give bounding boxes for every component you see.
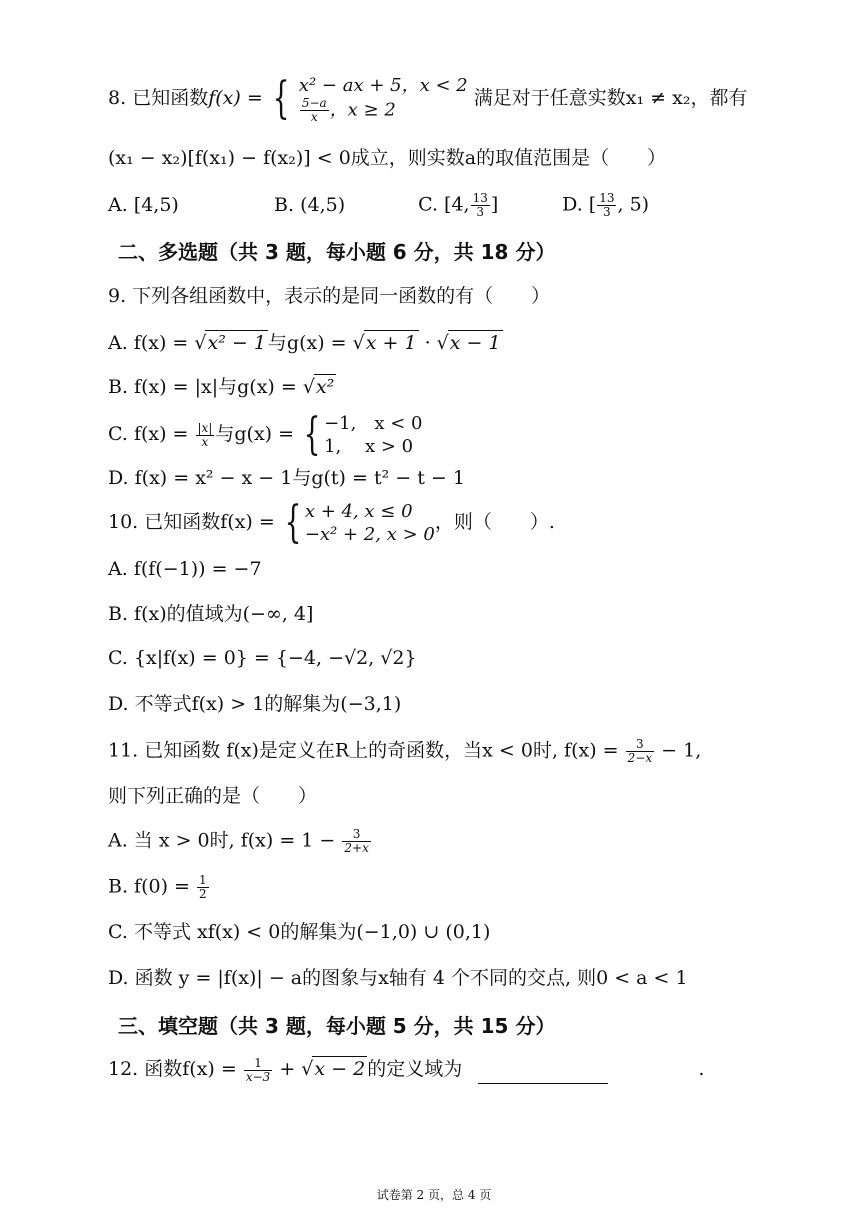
q12-post: 的定义域为 (367, 1058, 463, 1080)
q8-option-c-pre: C. [4, (418, 193, 470, 216)
q11-b-pre: B. f(0) = (108, 875, 196, 898)
q11-line2: 则下列正确的是（ ） (108, 785, 318, 807)
q9-a-pre: A. f(x) = (108, 332, 195, 354)
q9-c-case2: 1, x > 0 (324, 436, 414, 457)
q10-case2: −x² + 2, x > 0 (304, 524, 435, 545)
q11-pre: 11. 已知函数 f(x)是定义在R上的奇函数，当x < 0时, f(x) = (108, 739, 625, 762)
page-footer: 试卷第 2 页，总 4 页 (376, 1188, 492, 1202)
q8-case2-tail: ，x ≥ 2 (329, 99, 396, 121)
q8-case1: x² − ax + 5，x < 2 (298, 75, 468, 96)
q10-option-d: D. 不等式f(x) > 1的解集为(−3,1) (108, 693, 402, 715)
q11-option-b (108, 874, 210, 901)
q9-option-b: B. f(x) = |x|与g(x) = √x² (108, 376, 335, 398)
q10-option-b: B. f(x)的值域为(−∞, 4] (108, 603, 314, 625)
q12-rad: x − 2 (314, 1058, 366, 1080)
q11-a-num: 3 (342, 828, 370, 842)
q9-option-a: A. f(x) = √x² − 1 与g(x) = √x + 1 · √x − 1 (108, 332, 501, 354)
q11-post: − 1, (655, 739, 702, 762)
q9-stem: 9. 下列各组函数中，表示的是同一函数的有（ ） (108, 285, 551, 307)
q9-c-pre: C. f(x) = (108, 423, 195, 445)
q9-a-rad3: x − 1 (449, 332, 501, 354)
q10-case1: x + 4, x ≤ 0 (304, 501, 413, 522)
q11-a-pre: A. 当 x > 0时, f(x) = 1 − (108, 829, 342, 852)
section-3-heading: 三、填空题（共 3 题，每小题 5 分，共 15 分） (118, 1014, 556, 1038)
q11-a-den: 2+x (344, 841, 369, 855)
q9-a-mid: 与g(x) = (267, 332, 353, 354)
q11-num: 3 (626, 738, 654, 752)
q9-b-rad: x² (315, 376, 335, 398)
q8-case2-den: x (310, 110, 318, 124)
q8-option-b: B. (4,5) (274, 193, 346, 216)
q8-number: 8. (108, 87, 127, 109)
q8-option-d-den: 3 (603, 205, 611, 219)
q12-mid: + (273, 1058, 302, 1080)
q8-tail: 满足对于任意实数x₁ ≠ x₂，都有 (473, 87, 748, 109)
q8-func: f(x) = (208, 87, 263, 109)
q8-option-c (418, 192, 556, 219)
q10-pre: 10. 已知函数f(x) = (108, 511, 281, 533)
section-2-heading: 二、多选题（共 3 题，每小题 6 分，共 18 分） (118, 240, 556, 264)
q8-line2: (x₁ − x₂)[f(x₁) − f(x₂)] < 0成立，则实数a的取值范围是（ ） (108, 147, 667, 169)
q11-option-d: D. 函数 y = |f(x)| − a的图象与x轴有 4 个不同的交点, 则0 < a < 1 (108, 967, 688, 989)
q10-brace: { (284, 497, 302, 548)
q12-den: x−3 (245, 1069, 271, 1084)
q8-option-a: A. [4,5) (108, 193, 179, 216)
q8-option-d (562, 192, 649, 219)
q11-b-num: 1 (199, 873, 207, 887)
q8-cases (299, 74, 468, 124)
q11-option-a (108, 828, 372, 855)
q9-option-c (108, 409, 423, 460)
q11-b-den: 2 (199, 887, 207, 901)
q9-a-rad1: x² − 1 (207, 332, 266, 354)
q8-option-d-num: 13 (599, 191, 615, 205)
q9-b-pre: B. f(x) = |x|与g(x) = (108, 376, 303, 398)
q10-option-c: C. {x|f(x) = 0} = {−4, −√2, √2} (108, 647, 417, 669)
q10-post: ，则（ ）. (434, 511, 555, 533)
q12-stem: 12. 函数f(x) = $\frac{1}{x-3}$ + √x − 2 的定义域为 . (108, 1055, 705, 1084)
q11-option-c: C. 不等式 xf(x) < 0的解集为(−1,0) ∪ (0,1) (108, 921, 491, 943)
q9-a-dot: · (418, 332, 437, 354)
q8-lead: 已知函数 (132, 87, 209, 109)
q12-num: 1 (244, 1057, 272, 1071)
q9-c-brace: { (303, 409, 321, 460)
q9-option-d: D. f(x) = x² − x − 1与g(t) = t² − t − 1 (108, 467, 465, 489)
q8-option-d-pre: D. [ (562, 193, 597, 216)
q8-brace: { (272, 73, 290, 124)
q8-case2-num: 5−a (301, 96, 327, 110)
q12-pre: 12. 函数f(x) = (108, 1058, 243, 1080)
q11-stem (108, 738, 701, 765)
q10-option-a: A. f(f(−1)) = −7 (108, 558, 262, 580)
q8-option-c-den: 3 (476, 205, 485, 219)
q9-a-rad2: x + 1 (365, 332, 417, 354)
q11-den: 2−x (627, 751, 653, 765)
q12-answer-blank[interactable] (478, 1065, 608, 1084)
q8-options (108, 192, 649, 219)
q8-option-c-num: 13 (472, 191, 488, 205)
q8-case2 (299, 97, 468, 124)
q8-option-c-post: ] (490, 193, 499, 216)
q9-c-mid: 与g(x) = (215, 423, 301, 445)
q8-option-d-post: , 5) (617, 193, 650, 216)
q8-line1 (108, 74, 747, 124)
q9-c-case1: −1, x < 0 (324, 413, 423, 434)
q12-end: . (698, 1058, 705, 1080)
q9-c-den: x (201, 434, 209, 449)
q10-stem (108, 497, 555, 548)
q9-c-num: |x| (197, 420, 213, 435)
